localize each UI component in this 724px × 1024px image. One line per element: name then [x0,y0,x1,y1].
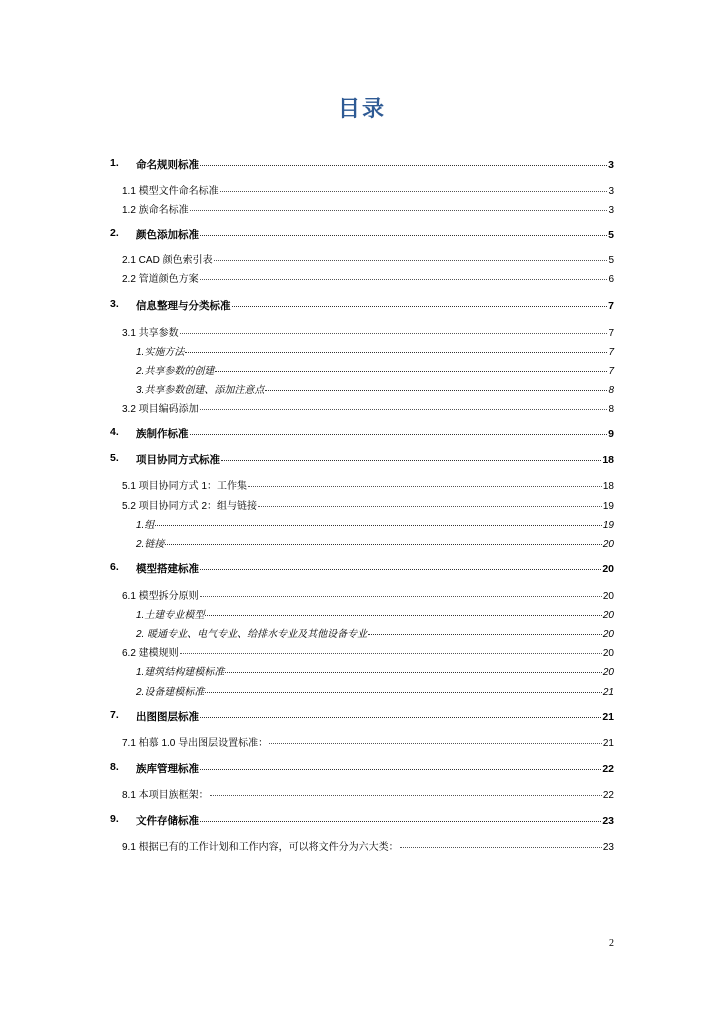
toc-entry-page: 18 [602,481,614,492]
toc-entry-title: 6.2 建模规则 [122,648,179,659]
toc-leader-dots [180,333,608,334]
toc-entry[interactable] [0,381,724,396]
toc-leader-dots [368,634,602,635]
toc-entry-title: 5.2 项目协同方式 2：组与链接 [122,501,258,512]
toc-entry-page: 7 [608,347,614,358]
toc-leader-dots [200,596,602,597]
toc-entry-page: 3 [608,159,614,171]
toc-entry-page: 21 [602,738,614,749]
toc-entry[interactable] [0,734,724,749]
toc-entry-page: 8 [608,385,614,396]
toc-entry[interactable] [0,182,724,197]
toc-entry[interactable] [0,343,724,358]
toc-leader-dots [225,672,602,673]
toc-entry-page: 23 [602,842,614,853]
toc-entry-title: 文件存储标准 [136,815,199,827]
toc-entry[interactable]: 4. 族制作标准 9 [110,426,614,440]
toc-entry-title: 项目协同方式标准 [136,454,220,466]
toc-entry[interactable] [0,535,724,550]
toc-entry[interactable]: 5. 项目协同方式标准 18 [110,452,614,466]
toc-leader-dots [232,306,608,307]
page-title: 目录 [337,96,386,121]
toc-entry-title: 3.2 项目编码添加 [122,404,199,415]
toc-leader-dots [200,409,608,410]
toc-entry[interactable] [0,362,724,377]
toc-entry-title: 1.1 模型文件命名标准 [122,186,219,197]
toc-entry[interactable]: 2. 颜色添加标准 5 [110,227,614,241]
toc-entry[interactable] [0,201,724,216]
toc-entry-page: 20 [602,667,614,678]
toc-entry-title: 9.1 根据已有的工作计划和工作内容，可以将文件分为六大类： [122,842,399,853]
toc-entry[interactable] [0,270,724,285]
toc-leader-dots [400,847,602,848]
toc-entry-title: 出图图层标准 [136,711,199,723]
toc-entry-page: 20 [602,591,614,602]
toc-entry-title: 1.实施方法 [136,347,185,358]
toc-entry-page: 3 [608,205,614,216]
toc-entry[interactable] [0,497,724,512]
toc-leader-dots [200,235,607,236]
toc-leader-dots [205,692,602,693]
toc-entry[interactable] [0,587,724,602]
toc-entry[interactable] [0,683,724,698]
toc-entry-page: 7 [608,328,614,339]
toc-entry-page: 22 [602,763,614,775]
toc-entry-page: 7 [608,366,614,377]
toc-entry[interactable] [0,606,724,621]
toc-leader-dots [180,653,602,654]
toc-entry[interactable] [0,786,724,801]
toc-leader-dots [269,743,602,744]
toc-entry[interactable] [0,625,724,640]
toc-entry-title: 7.1 柏慕 1.0 导出图层设置标准： [122,738,269,749]
toc-entry-page: 19 [602,501,614,512]
toc-leader-dots [248,486,602,487]
toc-entry[interactable] [0,644,724,659]
toc-entry[interactable] [0,838,724,853]
toc-leader-dots [155,525,602,526]
toc-entry[interactable]: 7. 出图图层标准 21 [110,709,614,723]
toc-entry[interactable]: 9. 文件存储标准 23 [110,813,614,827]
toc-leader-dots [258,506,602,507]
toc-entry-title: 信息整理与分类标准 [136,300,231,312]
toc-entry-page: 20 [602,610,614,621]
toc-entry-page: 5 [608,229,614,241]
toc-entry[interactable] [0,477,724,492]
toc-leader-dots [265,390,607,391]
toc-entry-title: 2.链接 [136,539,165,550]
toc-entry-title: 命名规则标准 [136,159,199,171]
toc-entry-title: 1.2 族命名标准 [122,205,189,216]
toc-entry-title: 1.组 [136,520,155,531]
toc-leader-dots [200,165,607,166]
toc-entry[interactable] [0,251,724,266]
toc-entry-page: 7 [608,300,614,312]
toc-entry[interactable]: 8. 族库管理标准 22 [110,761,614,775]
toc-entry-title: 2.1 CAD 颜色索引表 [122,255,213,266]
toc-entry-title: 6.1 模型拆分原则 [122,591,199,602]
toc-entry-title: 5.1 项目协同方式 1：工作集 [122,481,248,492]
toc-entry[interactable] [0,400,724,415]
toc-entry[interactable] [0,516,724,531]
toc-leader-dots [200,821,601,822]
toc-leader-dots [190,210,608,211]
page-number: 2 [609,938,614,949]
toc-entry-page: 8 [608,404,614,415]
toc-leader-dots [165,544,602,545]
toc-leader-dots [200,569,601,570]
toc-entry[interactable] [0,324,724,339]
toc-entry-page: 20 [602,563,614,575]
toc-entry-title: 族库管理标准 [136,763,199,775]
toc-entry[interactable]: 1. 命名规则标准 3 [110,157,614,171]
toc-entry-title: 族制作标准 [136,428,189,440]
toc-entry-page: 19 [602,520,614,531]
toc-leader-dots [200,717,601,718]
toc-entry-page: 5 [608,255,614,266]
toc-entry[interactable]: 6. 模型搭建标准 20 [110,561,614,575]
toc-entry-title: 2.共享参数的创建 [136,366,215,377]
toc-entry-title: 8.1 本项目族框架： [122,790,209,801]
toc-entry-page: 21 [602,711,614,723]
toc-entry-page: 6 [608,274,614,285]
toc-entry-page: 3 [608,186,614,197]
toc-leader-dots [190,434,608,435]
toc-entry-title: 1.土建专业模型 [136,610,205,621]
toc-entry[interactable] [0,663,724,678]
toc-entry-title: 颜色添加标准 [136,229,199,241]
toc-leader-dots [220,191,608,192]
toc-entry-title: 2.2 管道颜色方案 [122,274,199,285]
toc-entry-title: 模型搭建标准 [136,563,199,575]
toc-entry[interactable]: 3. 信息整理与分类标准 7 [110,298,614,312]
toc-leader-dots [214,260,608,261]
toc-leader-dots [205,615,602,616]
toc-leader-dots [200,769,601,770]
toc-entry-title: 1.建筑结构建模标准 [136,667,225,678]
toc-entry-page: 18 [602,454,614,466]
toc-leader-dots [200,279,608,280]
toc-entry-page: 20 [602,629,614,640]
toc-entry-title: 3.1 共享参数 [122,328,179,339]
toc-entry-title: 2. 暖通专业、电气专业、给排水专业及其他设备专业 [136,629,368,640]
toc-entry-title: 3.共享参数创建、添加注意点 [136,385,265,396]
toc-leader-dots [185,352,607,353]
toc-entry-page: 23 [602,815,614,827]
toc-entry-page: 20 [602,648,614,659]
toc-entry-page: 22 [602,790,614,801]
toc-entry-page: 21 [602,687,614,698]
toc-leader-dots [221,460,601,461]
toc-entry-page: 9 [608,428,614,440]
toc-entry-page: 20 [602,539,614,550]
toc-leader-dots [210,795,602,796]
toc-entry-title: 2.设备建模标准 [136,687,205,698]
toc-leader-dots [215,371,607,372]
